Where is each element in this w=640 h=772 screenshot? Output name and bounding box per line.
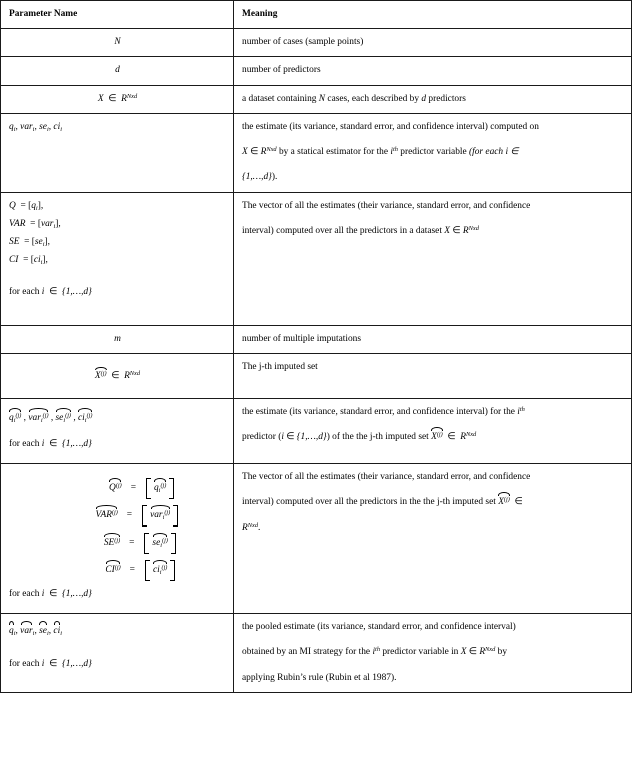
symbol-j: j xyxy=(102,370,105,378)
superscript-nxd: Nxd xyxy=(247,521,259,529)
for-each-i-text: for each i xyxy=(472,147,509,158)
meaning-text-vec-b: interval) computed over all the predictors in a dataset xyxy=(242,225,442,236)
hat-over-ci xyxy=(53,624,60,639)
symbol-ci: ci xyxy=(78,412,85,423)
symbol-var: var xyxy=(20,626,33,637)
symbol-equals: = xyxy=(126,510,133,521)
formula-imputed-estimate-symbols: $q_i^{(j)}$ , var$_i^{(j)}$ , $se_i^{(j)}$ , $ci_i^{(j)}$ xyxy=(9,411,226,426)
for-each-clause xyxy=(9,285,226,300)
superscript-j: (j) xyxy=(114,536,121,544)
param-cell-estimates xyxy=(1,113,234,192)
symbol-se: se xyxy=(152,537,161,548)
meaning-text-imputed-set: The j-th imputed set xyxy=(242,362,318,373)
subscript-i: i xyxy=(46,630,49,637)
matrix-bracket xyxy=(146,478,174,499)
param-cell-m xyxy=(1,326,234,354)
table-row xyxy=(1,354,632,398)
symbol-element-of: ∈ xyxy=(49,438,58,449)
symbol-se: se xyxy=(34,237,43,248)
meaning-text-imp-est-b: predictor xyxy=(242,431,276,442)
table-row xyxy=(1,614,632,693)
meaning-cell-d xyxy=(234,57,632,85)
symbol-j: j xyxy=(88,411,91,419)
superscript-nxd: Nxd xyxy=(126,92,138,100)
subscript-i: i xyxy=(53,222,56,230)
table-row xyxy=(1,57,632,85)
hat-over-var-capital xyxy=(95,508,117,523)
hat-over-var-j xyxy=(28,411,48,426)
symbol-ci: ci xyxy=(53,626,61,637)
meaning-line-2 xyxy=(242,495,624,510)
table-row xyxy=(1,29,632,57)
symbol-i: i xyxy=(41,286,45,297)
ordinal-ith xyxy=(517,407,525,417)
predictor-index-clause: (i ∈ {1,…,d}) xyxy=(278,431,330,442)
symbol-ci-capital: CI xyxy=(9,255,19,266)
superscript-nxd: Nxd xyxy=(485,646,496,654)
matrix-bracket xyxy=(144,533,175,554)
meaning-line-2 xyxy=(242,224,624,239)
symbol-equals: = xyxy=(24,237,30,248)
formula-q-hat-vector xyxy=(9,478,226,499)
hat-over-q-capital xyxy=(109,481,122,496)
symbol-x: X xyxy=(242,147,248,158)
meaning-text-pooled-c: predictor variable in xyxy=(382,647,459,658)
symbol-i: i xyxy=(41,588,45,599)
symbol-element-of: ∈ xyxy=(510,147,519,158)
set-range-closing: {1,…,d}). xyxy=(242,172,278,183)
param-cell-imputed-set xyxy=(1,354,234,398)
hat-over-q-j xyxy=(9,411,21,426)
superscript-j: (j) xyxy=(503,496,510,504)
symbol-r: R xyxy=(121,93,127,104)
hat-over-x-j xyxy=(431,430,443,445)
symbol-i: i xyxy=(372,647,376,658)
column-header-parameter-name: Parameter Name xyxy=(1,1,234,29)
symbol-se-capital: SE xyxy=(103,537,115,548)
symbol-j: j xyxy=(163,563,166,571)
subscript-i: i xyxy=(84,416,87,424)
hat-over-x-j xyxy=(95,369,107,384)
meaning-text-imp-est-c: of the the j-th imputed set xyxy=(332,431,429,442)
symbol-x: X xyxy=(460,647,467,658)
formula-ci-hat-vector xyxy=(9,560,226,581)
meaning-line-2 xyxy=(242,145,624,160)
superscript-nxd: Nxd xyxy=(129,370,141,378)
for-each-label: for each xyxy=(9,659,40,670)
symbol-equals: = xyxy=(30,218,36,229)
hat-over-var-j xyxy=(150,508,170,523)
superscript-j: (j) xyxy=(15,411,22,419)
symbol-q-capital: Q xyxy=(109,483,116,494)
symbol-element-of: ∈ xyxy=(514,497,523,508)
symbol-i: i xyxy=(390,147,393,158)
subscript-i: i xyxy=(60,125,62,133)
symbol-q: q xyxy=(31,200,36,211)
meaning-text-m: number of multiple imputations xyxy=(242,334,361,345)
superscript-j: (j) xyxy=(436,430,443,438)
symbol-x: X xyxy=(444,225,451,236)
superscript-j: (j) xyxy=(86,411,93,419)
meaning-text-pooled-a: the pooled estimate (its variance, standard error, and confidence interval) xyxy=(242,622,516,633)
formula-var-hat-vector xyxy=(9,505,226,526)
symbol-element-of: ∈ xyxy=(452,225,461,236)
symbol-equals: = xyxy=(20,200,26,211)
meaning-cell-pooled xyxy=(234,614,632,693)
meaning-line-1 xyxy=(242,199,624,214)
hat-over-se xyxy=(39,624,47,639)
superscript-j: (j) xyxy=(164,509,171,517)
hat-over-se-capital xyxy=(104,536,120,551)
symbol-r: R xyxy=(124,371,130,382)
subscript-i: i xyxy=(63,416,66,424)
symbol-element-of: ∈ xyxy=(108,93,117,104)
meaning-text-est-b: by a statical estimator for the xyxy=(278,147,389,158)
symbol-q: q xyxy=(9,626,14,637)
symbol-ci: ci xyxy=(53,121,61,132)
superscript-j: (j) xyxy=(160,481,167,489)
meaning-cell-m xyxy=(234,326,632,354)
subscript-i: i xyxy=(42,240,45,248)
subscript-i: i xyxy=(162,514,165,522)
param-cell-imputed-estimates xyxy=(1,398,234,463)
superscript-nxd: Nxd xyxy=(465,430,477,438)
symbol-var: var xyxy=(150,510,163,521)
symbol-r: R xyxy=(260,147,267,158)
hat-over-se-j xyxy=(56,411,71,426)
symbol-equals: = xyxy=(23,255,29,266)
table-header-row xyxy=(1,1,632,29)
for-each-label: for each xyxy=(9,588,40,599)
lhs-var-hat xyxy=(56,508,127,523)
subscript-i: i xyxy=(35,204,38,212)
formula-x-in-r xyxy=(98,94,137,104)
symbol-i: i xyxy=(41,438,45,449)
superscript-th: th xyxy=(392,145,398,153)
symbol-set-range: {1,…,d} xyxy=(61,438,92,449)
hat-over-ci-j xyxy=(153,563,167,578)
for-each-clause xyxy=(9,587,226,602)
cell-filler xyxy=(242,253,624,319)
meaning-cell-imputed-estimates xyxy=(234,398,632,463)
meaning-text-vec-a: The vector of all the estimates (their variance, standard error, and confidence xyxy=(242,200,531,211)
lhs-se-hat xyxy=(58,536,129,551)
symbol-equals: = xyxy=(130,483,136,494)
symbol-r: R xyxy=(479,647,486,658)
hat-over-x-j xyxy=(498,495,510,510)
symbol-ci-capital: CI xyxy=(105,564,115,575)
param-cell-vectors xyxy=(1,192,234,325)
hat-over-se-j xyxy=(152,536,167,551)
for-each-clause xyxy=(9,657,226,672)
formula-var-vector: VAR = [var$_i$], xyxy=(9,218,61,230)
symbol-j: j xyxy=(166,509,169,517)
symbol-element-of: ∈ xyxy=(49,588,58,599)
matrix-bracket xyxy=(145,560,175,581)
matrix-bracket xyxy=(142,505,178,526)
superscript-j: (j) xyxy=(161,563,168,571)
table-row xyxy=(1,398,632,463)
spacer xyxy=(9,272,226,285)
symbol-ci: ci xyxy=(33,255,41,266)
meaning-line-1 xyxy=(242,620,624,635)
symbol-element-of: ∈ xyxy=(286,431,295,442)
param-cell-d xyxy=(1,57,234,85)
formula-ci-vector: CI = $[ci_i]$, xyxy=(9,255,48,267)
symbol-var-capital: VAR xyxy=(95,510,112,521)
symbol-var: var xyxy=(20,121,33,132)
subscript-i: i xyxy=(40,259,43,267)
superscript-j: (j) xyxy=(114,563,121,571)
meaning-line-1 xyxy=(242,120,624,135)
param-cell-n xyxy=(1,29,234,57)
symbol-element-of: ∈ xyxy=(250,147,259,158)
meaning-text-pooled-d: by xyxy=(497,647,508,658)
meaning-text-x-c: predictors xyxy=(428,93,466,104)
symbol-q: q xyxy=(153,483,159,494)
symbol-var: var xyxy=(28,412,41,423)
ordinal-ith xyxy=(372,647,380,657)
superscript-th: th xyxy=(519,405,525,413)
symbol-j: j xyxy=(17,411,20,419)
symbol-n: N xyxy=(114,37,121,48)
meaning-line-3 xyxy=(242,671,624,686)
superscript-nxd: Nxd xyxy=(468,224,479,232)
symbol-x: X xyxy=(94,371,101,382)
symbol-se-capital: SE xyxy=(9,237,20,248)
formula-x-in-r-inline xyxy=(461,647,496,657)
symbol-element-of: ∈ xyxy=(49,286,58,297)
formula-imputed-set xyxy=(95,360,140,391)
spacer xyxy=(9,644,226,657)
subscript-i: i xyxy=(60,630,62,637)
symbol-j: j xyxy=(505,496,508,504)
subscript-i: i xyxy=(46,125,49,133)
superscript-nxd: Nxd xyxy=(266,145,277,153)
meaning-line-3 xyxy=(242,521,624,536)
symbol-var: var xyxy=(40,218,54,229)
subscript-i: i xyxy=(158,486,161,494)
symbol-set-range: {1,…,d} xyxy=(296,431,327,442)
hat-over-q xyxy=(9,624,14,639)
symbol-j: j xyxy=(116,536,119,544)
period: . xyxy=(258,522,261,533)
meaning-text-imp-vec-a: The vector of all the estimates (their variance, standard error, and confidence xyxy=(242,472,531,483)
symbol-d-inline: d xyxy=(421,93,427,104)
symbol-n-inline: N xyxy=(318,93,326,104)
subscript-i: i xyxy=(159,568,162,576)
symbol-se: se xyxy=(39,626,47,637)
for-each-label: for each xyxy=(9,438,40,449)
symbol-q: q xyxy=(9,412,14,423)
table-row xyxy=(1,464,632,614)
superscript-th: th xyxy=(375,646,381,654)
symbol-element-of: ∈ xyxy=(447,431,456,442)
formula-x-in-r-inline xyxy=(444,226,479,236)
symbol-x: X xyxy=(97,93,104,104)
meaning-text-pooled-e: applying Rubin’s rule (Rubin et al 1987). xyxy=(242,672,397,683)
meaning-cell-estimates xyxy=(234,113,632,192)
symbol-element-of: ∈ xyxy=(468,647,477,658)
subscript-i: i xyxy=(13,630,16,637)
hat-over-q-j xyxy=(154,481,166,496)
superscript-j: (j) xyxy=(111,509,118,517)
superscript-j: (j) xyxy=(100,370,107,378)
symbol-set-range: {1,…,d} xyxy=(61,659,92,670)
formula-se-vector: SE = $[se_i]$, xyxy=(9,237,50,248)
symbol-j: j xyxy=(438,430,441,438)
symbol-element-of: ∈ xyxy=(111,371,120,382)
lhs-q-hat xyxy=(60,481,131,496)
meaning-line-1 xyxy=(242,405,624,420)
param-cell-x xyxy=(1,85,234,113)
phrase-for-each-i: (for each i ∈ xyxy=(469,147,519,158)
formula-x-in-r-inline xyxy=(242,147,277,157)
symbol-se: se xyxy=(39,121,47,132)
hat-over-var xyxy=(20,624,33,639)
symbol-i: i xyxy=(41,659,45,670)
meaning-cell-x xyxy=(234,85,632,113)
hat-over-ci-j xyxy=(78,411,92,426)
meaning-cell-n xyxy=(234,29,632,57)
ordinal-ith xyxy=(390,147,398,157)
param-cell-imputed-vectors xyxy=(1,464,234,614)
symbol-j: j xyxy=(67,411,69,419)
symbol-ci: ci xyxy=(152,564,160,575)
subscript-i: i xyxy=(40,416,43,424)
symbol-j: j xyxy=(113,509,116,517)
meaning-line-3 xyxy=(242,170,624,185)
symbol-i: i xyxy=(517,406,520,417)
superscript-j: (j) xyxy=(115,481,122,489)
table-row xyxy=(1,326,632,354)
for-each-label: for each xyxy=(9,286,40,297)
symbol-j: j xyxy=(44,411,47,419)
meaning-text-est-c: predictor variable xyxy=(400,147,467,158)
subscript-i: i xyxy=(13,416,16,424)
symbol-element-of: ∈ xyxy=(49,659,58,670)
symbol-set-range: {1,…,d} xyxy=(61,588,92,599)
symbol-q-capital: Q xyxy=(9,200,16,211)
meaning-text-x-b: cases, each described by xyxy=(327,93,420,104)
symbol-se: se xyxy=(55,412,64,423)
meaning-cell-imputed-set xyxy=(234,354,632,398)
formula-pooled-symbols: $q_i$, var$_i$, $se_i$, $ci_i$ xyxy=(9,624,226,639)
subscript-i: i xyxy=(32,125,35,133)
symbol-r: R xyxy=(462,225,469,236)
symbol-equals: = xyxy=(129,564,135,575)
meaning-cell-vectors xyxy=(234,192,632,325)
symbol-set-range: {1,…,d} xyxy=(61,286,92,297)
formula-estimate-symbols: $q_i$, var$_i$, $se_i$, $ci_i$ xyxy=(9,121,62,133)
meaning-line-2 xyxy=(242,430,624,445)
column-header-meaning: Meaning xyxy=(234,1,632,29)
superscript-j: (j) xyxy=(65,411,71,419)
meaning-text-pooled-b: obtained by an MI strategy for the xyxy=(242,647,371,658)
symbol-i: i xyxy=(281,431,284,442)
meaning-line-2 xyxy=(242,645,624,660)
hat-over-ci-capital xyxy=(105,563,120,578)
symbol-m: m xyxy=(114,334,121,345)
meaning-text-est-a: the estimate (its variance, standard error, and confidence interval) computed on xyxy=(242,121,539,132)
table-row xyxy=(1,113,632,192)
meaning-text-imp-est-a: the estimate (its variance, standard error, and confidence interval) for the xyxy=(242,406,515,417)
meaning-text-n: number of cases (sample points) xyxy=(242,37,364,48)
symbol-x: X xyxy=(431,431,437,442)
symbol-j: j xyxy=(164,536,166,544)
symbol-j: j xyxy=(116,563,119,571)
symbol-j: j xyxy=(117,481,120,489)
superscript-j: (j) xyxy=(42,411,49,419)
meaning-line-1 xyxy=(242,470,624,485)
formula-q-vector: $Q = [q_i]$, xyxy=(9,200,44,212)
symbol-q: q xyxy=(9,121,14,132)
table-row xyxy=(1,85,632,113)
table-row xyxy=(1,192,632,325)
for-each-clause xyxy=(9,437,226,452)
symbol-equals: = xyxy=(129,537,135,548)
formula-imputed-set-inline xyxy=(431,432,476,442)
param-cell-pooled xyxy=(1,614,234,693)
meaning-text-x-a: a dataset containing xyxy=(242,93,317,104)
formula-se-hat-vector xyxy=(9,533,226,554)
symbol-var-capital: VAR xyxy=(9,218,26,229)
symbol-r: R xyxy=(242,522,248,533)
symbol-j: j xyxy=(162,481,165,489)
symbol-set-range: {1,…,d} xyxy=(242,172,272,183)
meaning-text-d: number of predictors xyxy=(242,65,321,76)
lhs-ci-hat xyxy=(59,563,130,578)
subscript-i: i xyxy=(32,630,35,637)
superscript-j: (j) xyxy=(162,536,168,544)
subscript-i: i xyxy=(13,125,16,133)
symbol-x: X xyxy=(498,497,504,508)
meaning-text-imp-vec-b: interval) computed over all the predictors in the the j-th imputed set xyxy=(242,497,496,508)
formula-imputed-set-inline xyxy=(498,497,522,507)
meaning-cell-imputed-vectors xyxy=(234,464,632,614)
subscript-i: i xyxy=(160,541,163,549)
symbol-d: d xyxy=(115,65,120,76)
symbol-r: R xyxy=(460,431,466,442)
